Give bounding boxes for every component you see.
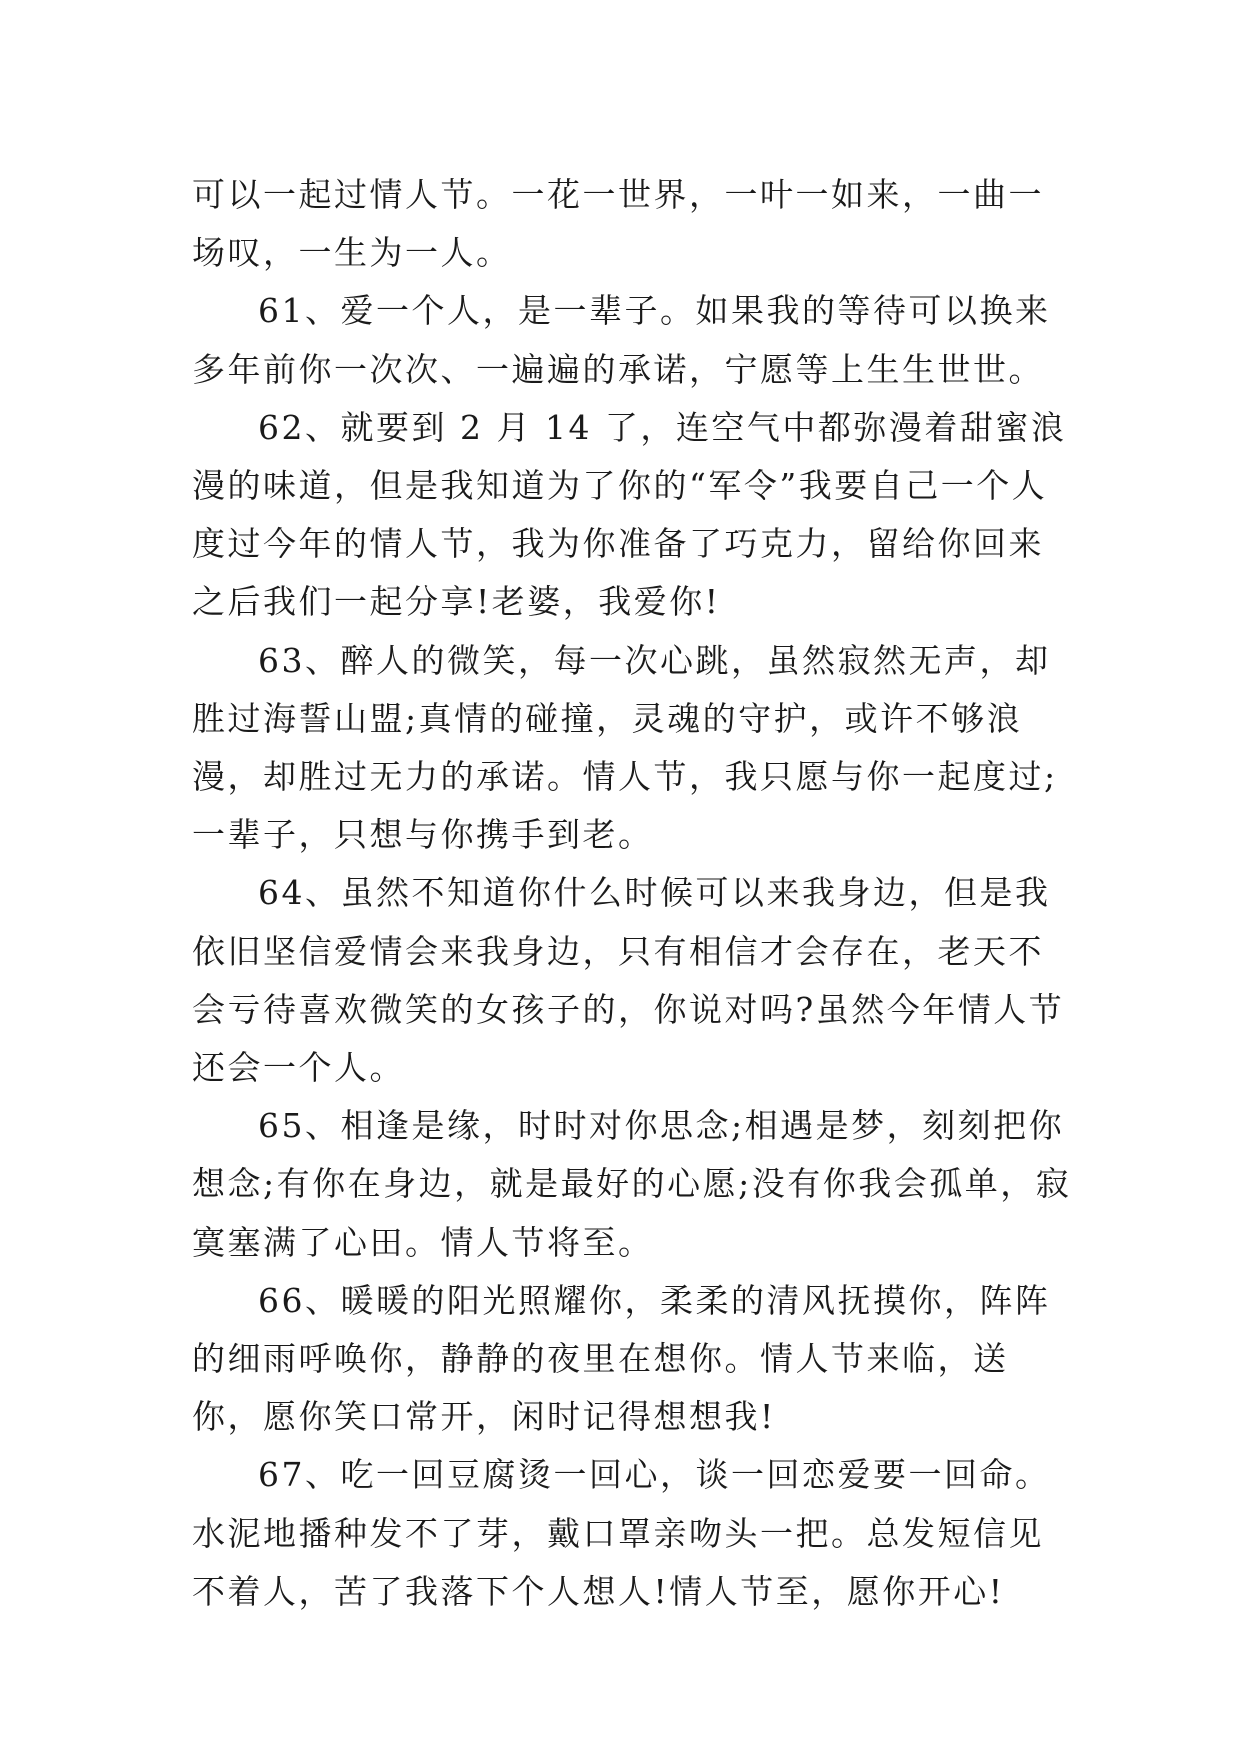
paragraph-63: 63、醉人的微笑，每一次心跳，虽然寂然无声，却胜过海誓山盟;真情的碰撞，灵魂的守护，或许不够浪漫，却胜过无力的承诺。情人节，我只愿与你一起度过;一辈子，只想与你携手到老。	[192, 640, 1058, 855]
paragraph-62: 62、就要到 2 月 14 了，连空气中都弥漫着甜蜜浪漫的味道，但是我知道为了你的“军令”我要自己一个人度过今年的情人节，我为你准备了巧克力，留给你回来之后我们一起分享!老婆，我爱你!	[192, 407, 1067, 622]
paragraph-66: 66、暖暖的阳光照耀你，柔柔的清风抚摸你，阵阵的细雨呼唤你，静静的夜里在想你。情人节来临，送你，愿你笑口常开，闲时记得想想我!	[192, 1280, 1051, 1437]
paragraph-67: 67、吃一回豆腐烫一回心，谈一回恋爱要一回命。水泥地播种发不了芽，戴口罩亲吻头一把。总发短信见不着人，苦了我落下个人想人!情人节至，愿你开心!	[192, 1455, 1051, 1611]
document-body	[192, 166, 1072, 1621]
paragraph-65: 65、相逢是缘，时时对你思念;相遇是梦，刻刻把你想念;有你在身边，就是最好的心愿;没有你我会孤单，寂寞塞满了心田。情人节将至。	[192, 1106, 1072, 1262]
paragraph-61: 61、爱一个人，是一辈子。如果我的等待可以换来多年前你一次次、一遍遍的承诺，宁愿等上生生世世。	[192, 291, 1051, 389]
paragraph-64: 64、虽然不知道你什么时候可以来我身边，但是我依旧坚信爱情会来我身边，只有相信才会存在，老天不会亏待喜欢微笑的女孩子的，你说对吗?虽然今年情人节还会一个人。	[192, 873, 1065, 1088]
paragraph-continuation: 可以一起过情人节。一花一世界，一叶一如来，一曲一场叹，一生为一人。	[192, 175, 1044, 273]
